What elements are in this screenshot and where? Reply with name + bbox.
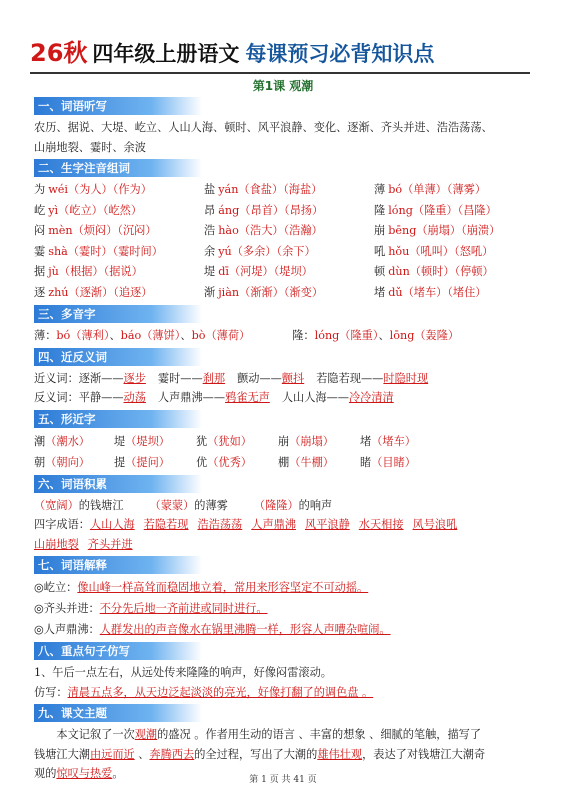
accumulation-phrases (34, 496, 544, 516)
synonyms-target: 逐步 (123, 371, 146, 385)
character: 昂 (204, 203, 216, 217)
word-2: （薄雾） (446, 183, 487, 196)
similar-word: （朝向） (45, 455, 90, 469)
character-entry (374, 242, 544, 263)
character: 霎 (34, 244, 46, 258)
antonyms-pair (79, 391, 146, 404)
word-2: （渐变） (283, 285, 324, 299)
synonyms-pair (79, 372, 146, 385)
character-entry (34, 242, 204, 263)
polyphone-item: bò（薄荷） (191, 329, 251, 342)
polyphone-prefix-2: 隆： (292, 329, 315, 342)
similar-word: （堤坝） (125, 434, 170, 448)
antonyms-source: 人山人海—— (281, 391, 349, 404)
word-1: （逐渐） (68, 285, 114, 299)
term: ◎屹立： (34, 581, 78, 594)
phrase-text: 的钱塘江 (78, 498, 124, 512)
polyphone-item: lōng（轰隆） (389, 329, 460, 342)
idiom: 人山人海 (89, 518, 135, 531)
theme-keyword: 由远而近 (89, 747, 135, 761)
phrase-text: 的响声 (298, 498, 333, 512)
pinyin: dī (218, 265, 229, 278)
word-1: （单薄） (402, 183, 447, 196)
character: 据 (34, 265, 46, 278)
character-entry (374, 201, 544, 222)
imitation-label: 仿写： (34, 685, 68, 699)
similar-word: （潮水） (45, 434, 90, 448)
explanations (34, 577, 544, 640)
similar-row (34, 431, 544, 452)
pinyin: yú (218, 244, 232, 258)
character-entry (374, 180, 544, 201)
idiom-label: 四字成语： (34, 518, 90, 531)
similar-word: （目睹） (371, 455, 416, 469)
antonyms-target: 冷冷清清 (348, 391, 394, 404)
word-1: （根据） (58, 265, 104, 278)
theme-text: 、 (134, 747, 150, 761)
character-entry (34, 283, 204, 304)
antonyms-label: 反义词： (34, 391, 79, 404)
similar-word: （提问） (125, 455, 170, 469)
section-heading-accumulation: 六、词语积累 (34, 475, 202, 493)
character: 逐 (34, 285, 46, 299)
word-1: （为人） (67, 183, 113, 196)
polyphone-prefix-1: 薄： (34, 329, 57, 342)
character-entry (374, 221, 544, 242)
character-entry (34, 180, 204, 201)
title-season: 26秋 (30, 39, 88, 67)
imitation-line (34, 683, 544, 703)
pinyin: bó (388, 183, 403, 196)
word-2: （浩瀚） (283, 224, 323, 237)
character: 顿 (374, 265, 386, 278)
similar-characters (34, 431, 544, 473)
similar-word: （犹如） (207, 434, 252, 448)
page-footer: 第 1 页 共 41 页 (249, 775, 317, 785)
character: 闷 (34, 224, 46, 237)
theme-text: 的盛况 。作者用生动的语言 、丰富的想象 、细腻的笔触，描写了 (157, 728, 482, 741)
dictation-line-1: 农历、据说、大堤、屹立、人山人海、顿时、风平浪静、变化、逐渐、齐头并进、浩浩荡荡、 (34, 121, 493, 134)
original-sentence: 1、午后一点左右，从远处传来隆隆的响声，好像闷雷滚动。 (34, 666, 332, 679)
synonyms-source: 若隐若现—— (316, 371, 384, 385)
word-1: （渐渐） (239, 285, 284, 299)
character-entry (204, 201, 374, 222)
explanation-line (34, 619, 544, 640)
antonym-line (34, 388, 544, 408)
similar-word: （优秀） (207, 455, 252, 469)
idiom: 风号浪吼 (412, 518, 458, 531)
theme-text: 观的 (34, 767, 57, 780)
synonyms-pair (316, 372, 428, 385)
similar-word: （牛棚） (289, 455, 334, 469)
pinyin: zhú (48, 285, 69, 299)
synonyms-target: 时隐时现 (383, 371, 429, 385)
phrase-text: 的薄雾 (194, 498, 228, 512)
character: 崩 (374, 224, 386, 237)
similar-char: 棚 (278, 455, 290, 469)
character-entry (204, 283, 374, 304)
word-2: （作为） (112, 183, 152, 196)
synonyms-pair (158, 372, 225, 385)
pinyin: áng (218, 203, 240, 217)
synonym-line (34, 369, 544, 389)
character-grid (34, 180, 544, 303)
similar-word: （堵车） (371, 434, 416, 448)
character: 渐 (204, 285, 216, 299)
character: 盐 (204, 183, 216, 196)
character: 堤 (204, 265, 216, 278)
antonyms-source: 人声鼎沸—— (157, 391, 226, 404)
word-1: （昂首） (239, 203, 285, 217)
word-1: （顿时） (409, 265, 455, 278)
character-entry (374, 283, 544, 304)
theme-text: 。 (112, 767, 124, 780)
similar-char: 潮 (34, 434, 46, 448)
word-1: （堵车） (402, 285, 448, 299)
theme-line-2 (34, 745, 544, 765)
idiom-line-2 (34, 535, 544, 555)
imitation-answer: 清晨五点多，从天边泛起淡淡的亮光，好像打翻了的调色盘 。 (67, 685, 374, 699)
word-2: （昂扬） (284, 203, 324, 217)
word-1: （多余） (231, 244, 277, 258)
section-heading-polyphone: 三、多音字 (34, 305, 202, 323)
word-2: （霎时间） (112, 244, 163, 258)
similar-row (34, 452, 544, 473)
similar-word: （崩塌） (289, 434, 334, 448)
section-heading-theme: 九、课文主题 (34, 704, 202, 722)
explanation-line (34, 598, 544, 619)
similar-entry (196, 431, 278, 452)
antonyms-source: 平静—— (78, 391, 124, 404)
similar-char: 崩 (278, 434, 290, 448)
word-1: （屹立） (58, 203, 103, 217)
antonyms-pair (158, 391, 270, 404)
word-1: （崩塌） (416, 224, 462, 237)
idiom: 山崩地裂 (34, 537, 79, 551)
similar-char: 犹 (196, 434, 208, 448)
pinyin: shà (48, 244, 68, 258)
synonyms-target: 颤抖 (281, 371, 305, 385)
similar-entry (114, 452, 196, 473)
synonyms-source: 逐渐—— (78, 371, 124, 385)
character-entry (204, 180, 374, 201)
theme-keyword: 雄伟壮观 (317, 747, 363, 761)
word-1: （烦闷） (72, 224, 118, 237)
similar-entry (278, 452, 360, 473)
term: ◎齐头并进： (34, 602, 100, 615)
pinyin: yán (218, 183, 239, 196)
character: 堵 (374, 285, 386, 299)
word-2: （昌隆） (457, 203, 497, 217)
page-title (30, 38, 530, 69)
character: 隆 (374, 203, 386, 217)
similar-entry (196, 452, 278, 473)
theme-keyword: 观潮 (134, 728, 158, 741)
pinyin: wéi (48, 183, 68, 196)
section-heading-synonyms: 四、近反义词 (34, 348, 202, 366)
theme-text: ，表达了对钱塘江大潮奇 (362, 747, 486, 761)
idiom: 若隐若现 (143, 518, 189, 531)
phrase-blank: （宽阔） (34, 498, 79, 512)
definition: 不分先后地一齐前进或同时进行。 (99, 602, 268, 615)
document-body (34, 95, 544, 784)
character-entry (374, 262, 544, 283)
synonyms-target: 刹那 (202, 371, 226, 385)
character-entry (34, 221, 204, 242)
synonyms-source: 颤动—— (237, 371, 282, 385)
synonyms-label: 近义词： (34, 371, 79, 385)
polyphone-item: báo（薄饼） (120, 329, 181, 342)
similar-char: 睹 (360, 455, 372, 469)
pinyin: hào (218, 224, 239, 237)
synonyms-source: 霎时—— (157, 371, 203, 385)
similar-entry (360, 431, 442, 452)
similar-entry (360, 452, 442, 473)
word-2: （海盐） (283, 183, 323, 196)
idiom: 人声鼎沸 (251, 518, 297, 531)
term: ◎人声鼎沸： (34, 623, 100, 636)
character-entry (34, 262, 204, 283)
idiom: 浩浩荡荡 (197, 518, 243, 531)
similar-char: 朝 (34, 455, 46, 469)
theme-text: 的全过程，写出了大潮的 (194, 747, 318, 761)
title-grade: 四年级上册语文 (92, 42, 240, 66)
word-2: （余下） (276, 244, 316, 258)
phrase-blank: （蒙蒙） (149, 498, 195, 512)
similar-entry (34, 452, 114, 473)
word-2: （据说） (103, 265, 143, 278)
definition: 人群发出的声音像水在锅里沸腾一样，形容人声嘈杂喧闹。 (99, 623, 391, 636)
word-1: （河堤） (228, 265, 274, 278)
pinyin: jiàn (218, 285, 240, 299)
pinyin: hǒu (388, 244, 410, 258)
section-heading-imitation: 八、重点句子仿写 (34, 642, 202, 660)
pinyin: lóng (388, 203, 413, 217)
word-1: （食盐） (238, 183, 284, 196)
title-subject: 每课预习必背知识点 (245, 42, 435, 66)
title-bar (30, 38, 530, 74)
word-2: （崩溃） (461, 224, 501, 237)
section-heading-dictation: 一、词语听写 (34, 97, 202, 115)
word-1: （吼叫） (409, 244, 455, 258)
similar-entry (278, 431, 360, 452)
word-2: （停顿） (454, 265, 494, 278)
pinyin: bēng (388, 224, 417, 237)
character-entry (204, 221, 374, 242)
section-heading-characters: 二、生字注音组词 (34, 159, 202, 177)
character: 吼 (374, 244, 386, 258)
explanation-line (34, 577, 544, 598)
idiom-line (34, 515, 544, 535)
word-2: （怒吼） (454, 244, 494, 258)
similar-char: 堤 (114, 434, 126, 448)
pinyin: mèn (48, 224, 73, 237)
similar-char: 堵 (360, 434, 372, 448)
theme-keyword: 奔腾西去 (149, 747, 195, 761)
similar-char: 优 (196, 455, 208, 469)
word-1: （隆重） (412, 203, 458, 217)
character: 薄 (374, 183, 386, 196)
pinyin: dǔ (388, 285, 403, 299)
phrase-blank: （隆隆） (253, 498, 299, 512)
antonyms-pair (282, 391, 394, 404)
antonyms-target: 动荡 (123, 391, 146, 404)
word-2: （沉闷） (117, 224, 157, 237)
idiom: 风平浪静 (305, 518, 350, 531)
section-heading-similar: 五、形近字 (34, 410, 202, 428)
definition: 像山峰一样高耸而稳固地立着，常用来形容坚定不可动摇。 (77, 581, 369, 594)
word-2: （堤坝） (273, 265, 313, 278)
pinyin: yì (48, 203, 59, 217)
polyphone-item: bó（薄利） (56, 329, 110, 342)
character: 余 (204, 244, 216, 258)
idiom: 齐头并进 (87, 537, 133, 551)
word-1: （浩大） (238, 224, 284, 237)
similar-entry (34, 431, 114, 452)
theme-text: 钱塘江大潮 (34, 747, 90, 761)
character-entry (204, 242, 374, 263)
similar-entry (114, 431, 196, 452)
pinyin: jù (48, 265, 59, 278)
character: 浩 (204, 224, 216, 237)
word-2: （屹然） (102, 203, 143, 217)
theme-text: 本文记叙了一次 (56, 728, 135, 741)
character-entry (204, 262, 374, 283)
polyphone-item: lóng（隆重） (314, 329, 379, 342)
lesson-title: 第1课 观潮 (252, 79, 314, 93)
idiom: 水天相接 (358, 518, 404, 531)
theme-keyword: 惊叹与热爱 (56, 767, 113, 780)
character: 为 (34, 183, 46, 196)
word-1: （霎时） (67, 244, 113, 258)
antonyms-target: 鸦雀无声 (225, 391, 270, 404)
similar-char: 提 (114, 455, 126, 469)
polyphone-line: 薄：bó（薄利）、báo（薄饼）、bò（薄荷） 隆：lóng（隆重）、lōng（轰隆） (34, 329, 460, 342)
character-entry (34, 201, 204, 222)
dictation-line-2: 山崩地裂、霎时、余波 (34, 140, 146, 154)
theme-paragraph (34, 725, 544, 745)
pinyin: dùn (388, 265, 410, 278)
section-heading-explanations: 七、词语解释 (34, 556, 202, 574)
character: 屹 (34, 203, 46, 217)
word-2: （追逐） (113, 285, 153, 299)
word-2: （堵住） (447, 285, 487, 299)
synonyms-pair (237, 372, 304, 385)
